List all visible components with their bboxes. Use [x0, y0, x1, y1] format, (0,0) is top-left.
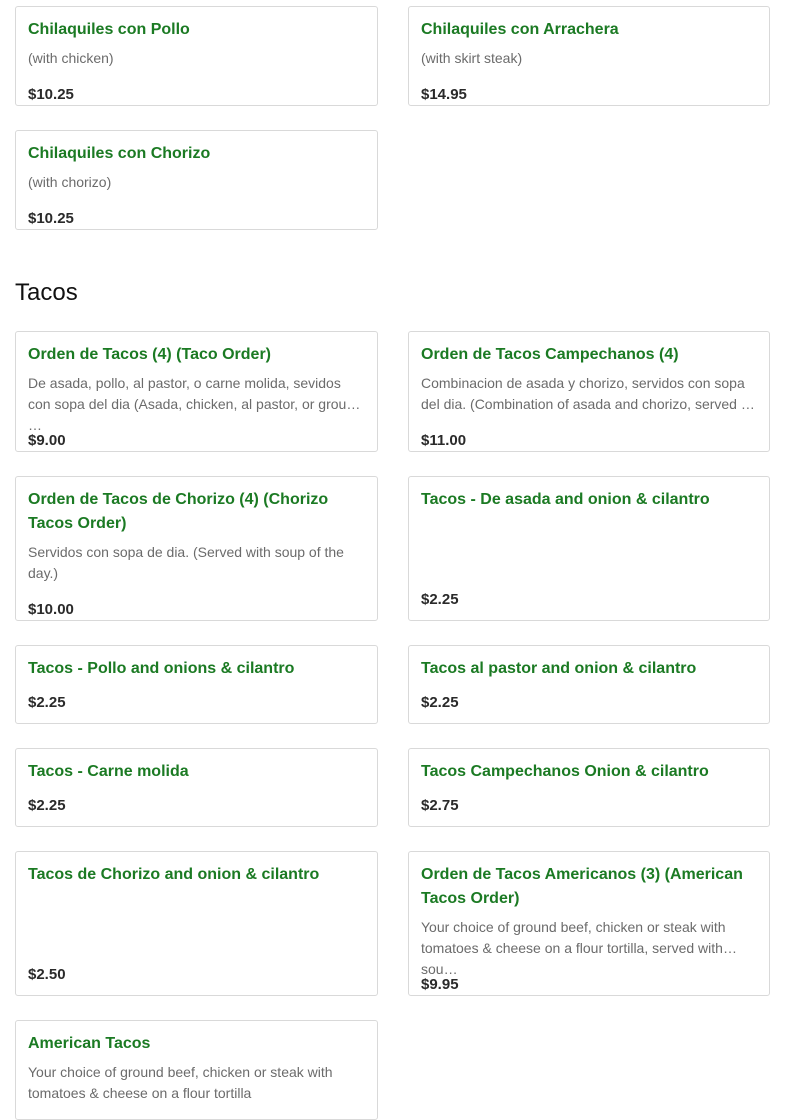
menu-item-card[interactable]: [408, 476, 770, 621]
menu-item-name: Tacos - Carne molida: [28, 763, 189, 780]
menu-item-price: $2.25: [28, 694, 66, 711]
menu-item-card[interactable]: [15, 331, 378, 452]
menu-item-name: Chilaquiles con Chorizo: [28, 145, 211, 162]
menu-item-name: Chilaquiles con Pollo: [28, 21, 190, 38]
menu-item-name: American Tacos: [28, 1035, 151, 1052]
menu-item-card[interactable]: [15, 130, 378, 230]
menu-item-card[interactable]: [15, 6, 378, 106]
menu-item-description: (with skirt steak): [421, 50, 523, 66]
menu-item-name: Orden de Tacos Americanos (3) (American Tacos Order): [421, 866, 743, 907]
menu-item-description: De asada, pollo, al pastor, o carne molida, sevidos con sopa del dia (Asada, chicken, al pastor, or ground …: [28, 375, 362, 433]
menu-item-name: Orden de Tacos de Chorizo (4) (Chorizo Tacos Order): [28, 491, 329, 532]
section-title-tacos: Tacos: [15, 279, 78, 306]
menu-item-price: $10.00: [28, 601, 74, 618]
menu-item-card[interactable]: [408, 645, 770, 724]
chilaquiles-grid: [15, 6, 770, 230]
menu-item-card[interactable]: [408, 851, 770, 996]
menu-item-card[interactable]: [15, 748, 378, 827]
menu-item-name: Tacos - Pollo and onions & cilantro: [28, 660, 295, 677]
menu-item-card[interactable]: [408, 331, 770, 452]
menu-item-description: Your choice of ground beef, chicken or steak with tomatoes & cheese on a flour tortilla: [28, 1064, 333, 1101]
menu-item-price: $2.75: [421, 797, 459, 814]
menu-item-card[interactable]: [15, 476, 378, 621]
menu-item-description: Combinacion de asada y chorizo, servidos con sopa del dia. (Combination of asada and chorizo, served …: [421, 375, 755, 412]
menu-item-description: (with chorizo): [28, 174, 112, 190]
menu-item-description: Servidos con sopa de dia. (Served with soup of the day.): [28, 544, 344, 581]
menu-item-name: Orden de Tacos (4) (Taco Order): [28, 346, 272, 363]
menu-item-description: (with chicken): [28, 50, 114, 66]
menu-item-price: $2.25: [421, 694, 459, 711]
menu-item-description: Your choice of ground beef, chicken or steak with tomatoes & cheese on a flour tortilla, served with sou…: [421, 919, 726, 977]
menu-item-card[interactable]: [408, 6, 770, 106]
menu-item-price: $9.00: [28, 432, 66, 449]
menu-item-price: $10.25: [28, 86, 74, 103]
menu-item-name: Orden de Tacos Campechanos (4): [421, 346, 679, 363]
menu-item-price: $9.95: [421, 976, 459, 993]
tacos-grid: [15, 331, 770, 1120]
menu-item-price: $14.95: [421, 86, 467, 103]
menu-item-card[interactable]: [15, 645, 378, 724]
menu-item-price: $2.50: [28, 966, 66, 983]
menu-item-price: $10.25: [28, 210, 74, 227]
menu-item-card[interactable]: [15, 1020, 378, 1120]
menu-item-card[interactable]: [15, 851, 378, 996]
menu-item-price: $2.25: [28, 797, 66, 814]
menu-item-name: Tacos de Chorizo and onion & cilantro: [28, 866, 320, 883]
menu-item-price: $11.00: [421, 432, 467, 449]
menu-item-name: Chilaquiles con Arrachera: [421, 21, 619, 38]
menu-item-name: Tacos al pastor and onion & cilantro: [421, 660, 697, 677]
menu-item-name: Tacos - De asada and onion & cilantro: [421, 491, 710, 508]
menu-item-card[interactable]: [408, 748, 770, 827]
menu-item-price: $2.25: [421, 591, 459, 608]
menu-item-name: Tacos Campechanos Onion & cilantro: [421, 763, 709, 780]
